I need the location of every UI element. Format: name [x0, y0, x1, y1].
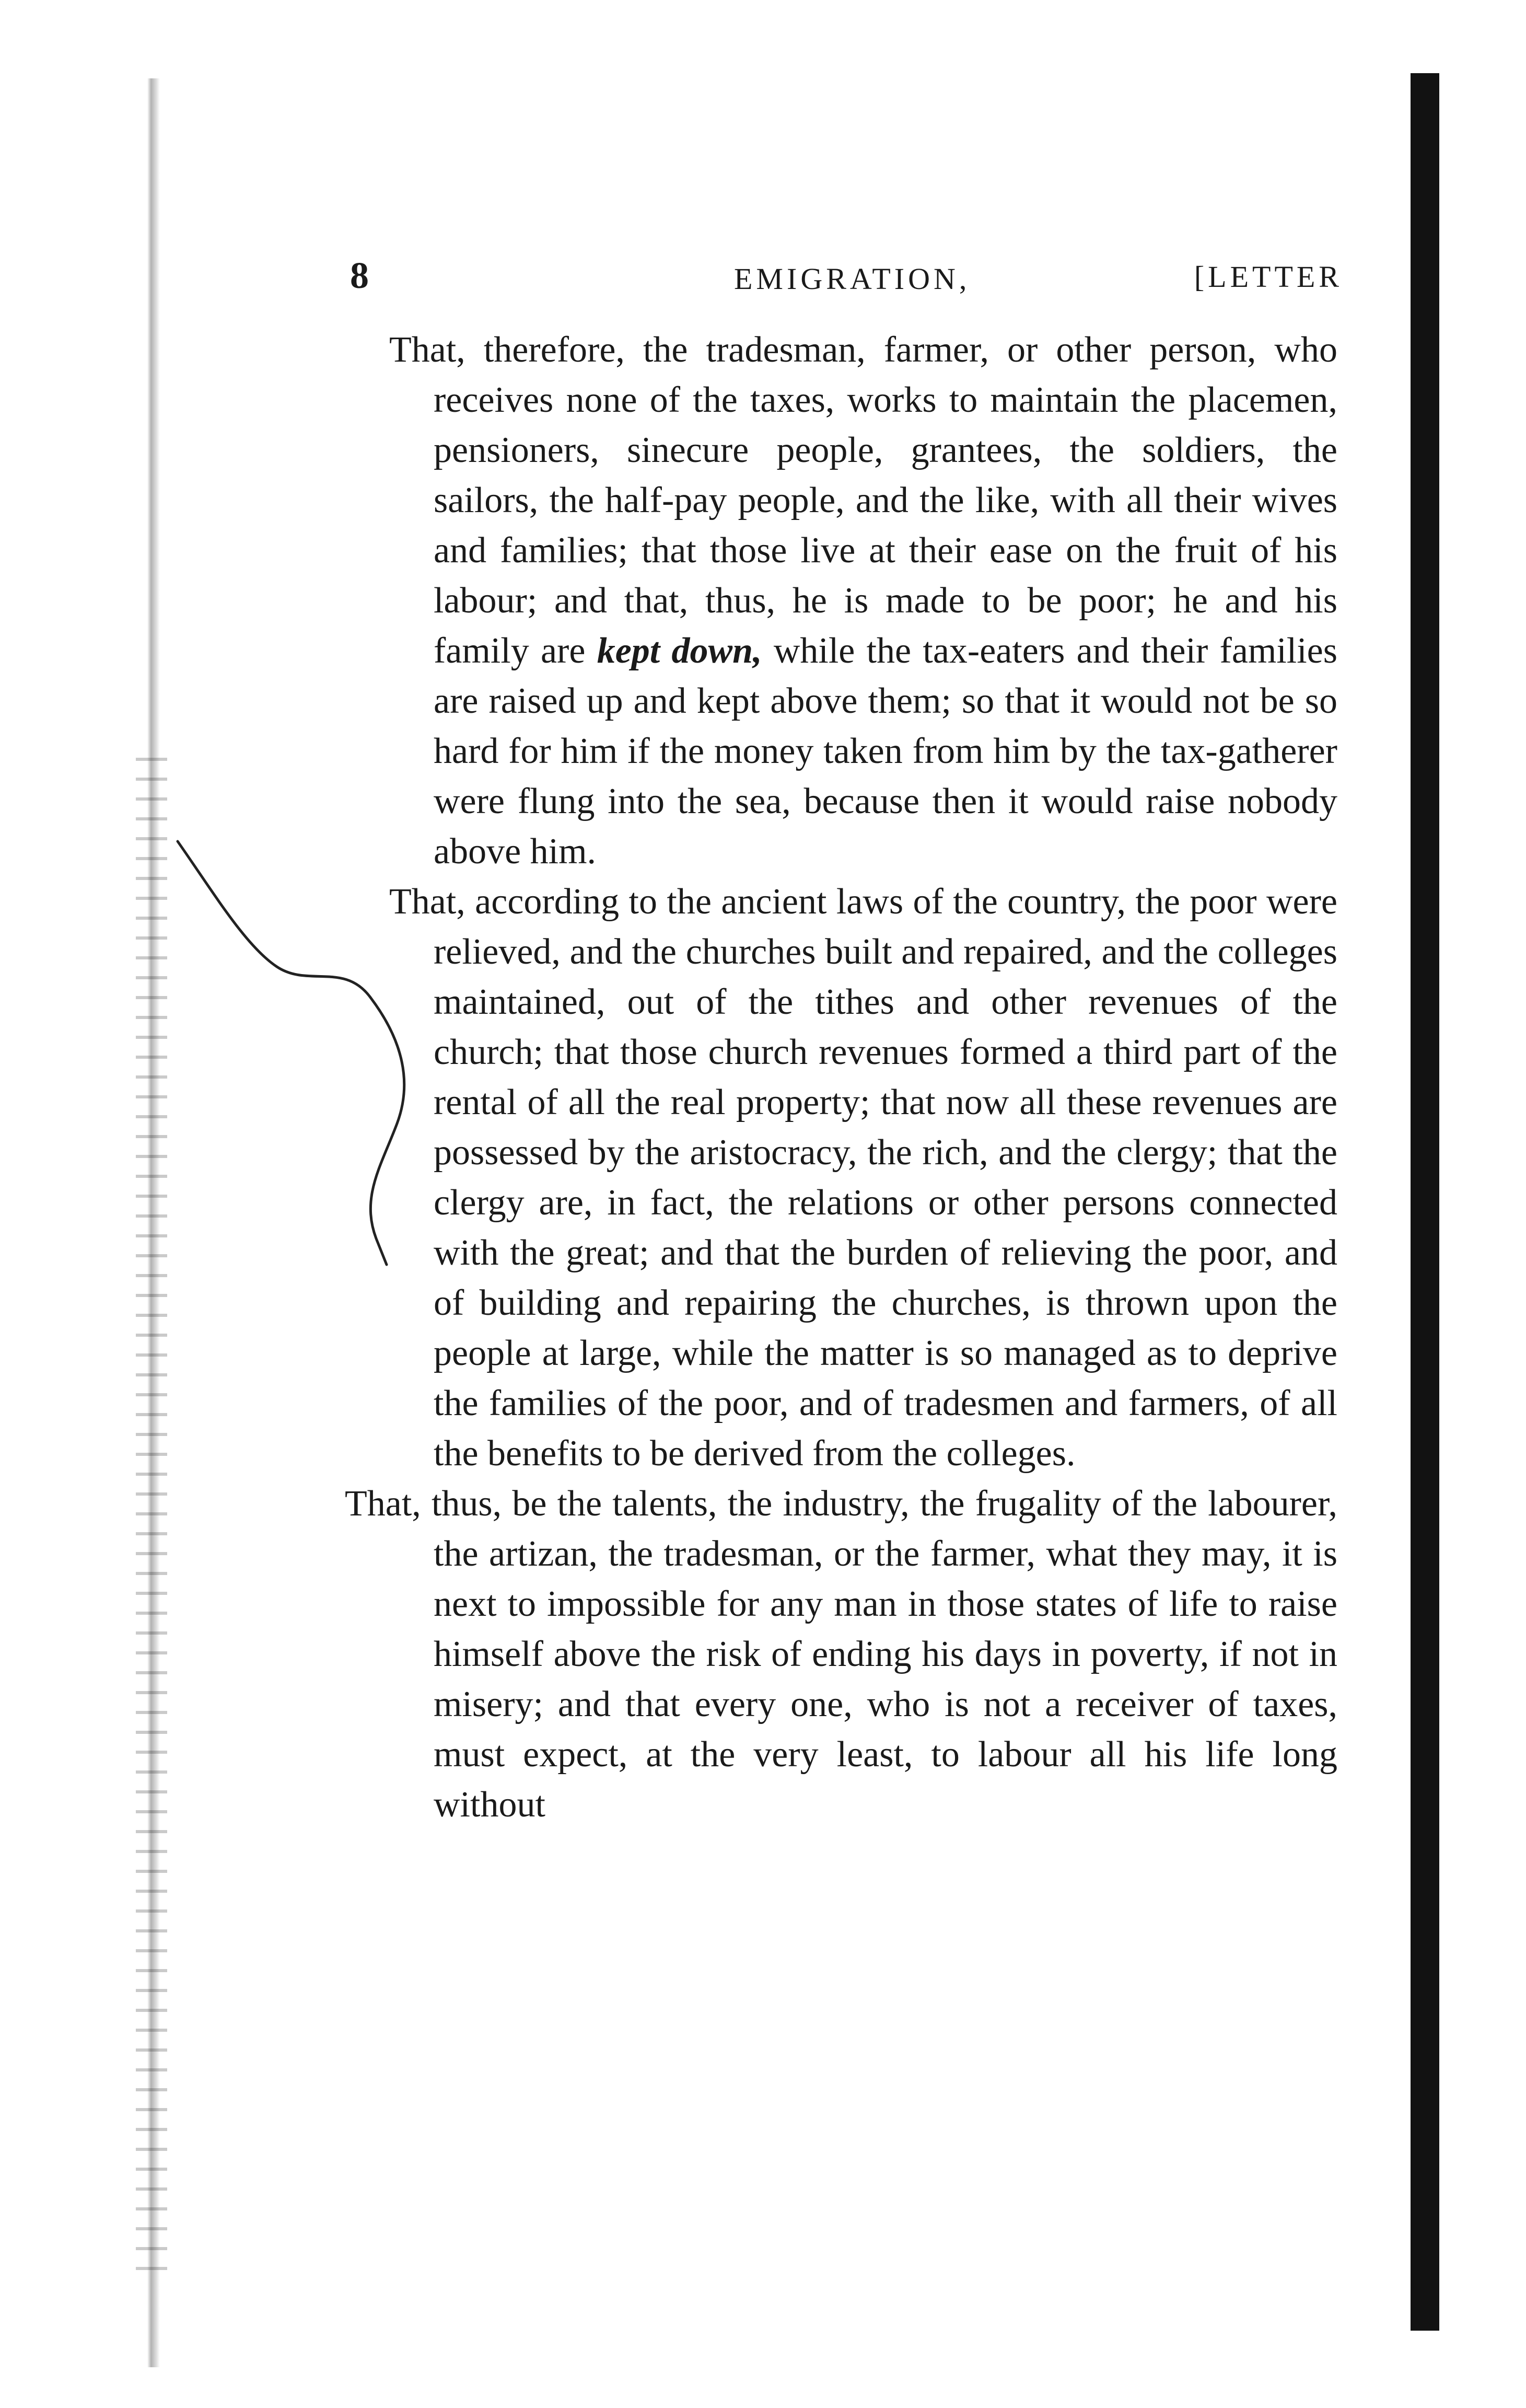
emphasis-kept-down: kept down,	[597, 631, 762, 671]
body-text	[345, 325, 1337, 1830]
page-edge-shadow	[1411, 73, 1439, 2331]
section-mark: [LETTER	[1194, 260, 1343, 294]
page-header	[350, 254, 1343, 296]
running-head: EMIGRATION,	[734, 262, 971, 296]
page-number: 8	[350, 254, 372, 296]
gutter-stitch-marks	[136, 758, 167, 2273]
paragraph-1	[345, 325, 1337, 877]
paragraph-1-start: That, therefore, the tradesman, farmer, or other person, who receives none of the taxes, works to maintain the placemen, pensioners, sinecure people, grantees, the soldiers, the sailors, the half-pay people, and the like, with all their wives and families; that those live at their ease on the fruit of his labour; and that, thus, he is made to be poor; he and his family are	[389, 330, 1337, 671]
paragraph-2: That, according to the ancient laws of the country, the poor were relieved, and the churches built and repaired, and the colleges maintained, out of the tithes and other revenues of the church; that those church revenues formed a third part of the rental of all the real property; that now all these revenues are possessed by the aristocracy, the rich, and the clergy; that the clergy are, in fact, the relations or other persons connected with the great; and that the burden of relieving the poor, and of building and repairing the churches, is thrown upon the people at large, while the matter is so managed as to deprive the families of the poor, and of tradesmen and farmers, of all the benefits to be derived from the colleges.	[389, 882, 1337, 1474]
paragraph-1-end: while the tax-eaters and their families are raised up and kept above them; so that it would not be so hard for him if the money taken from him by the tax-gatherer were flung into the sea, because then it would raise nobody above him.	[434, 631, 1337, 872]
paragraph-3: That, thus, be the talents, the industry, the frugality of the labourer, the artizan, the tradesman, or the farmer, what they may, it is next to impossible for any man in those states of life to raise himself above the risk of ending his days in poverty, if not in misery; and that every one, who is not a receiver of taxes, must expect, at the very least, to labour all his life long without	[345, 1484, 1337, 1825]
